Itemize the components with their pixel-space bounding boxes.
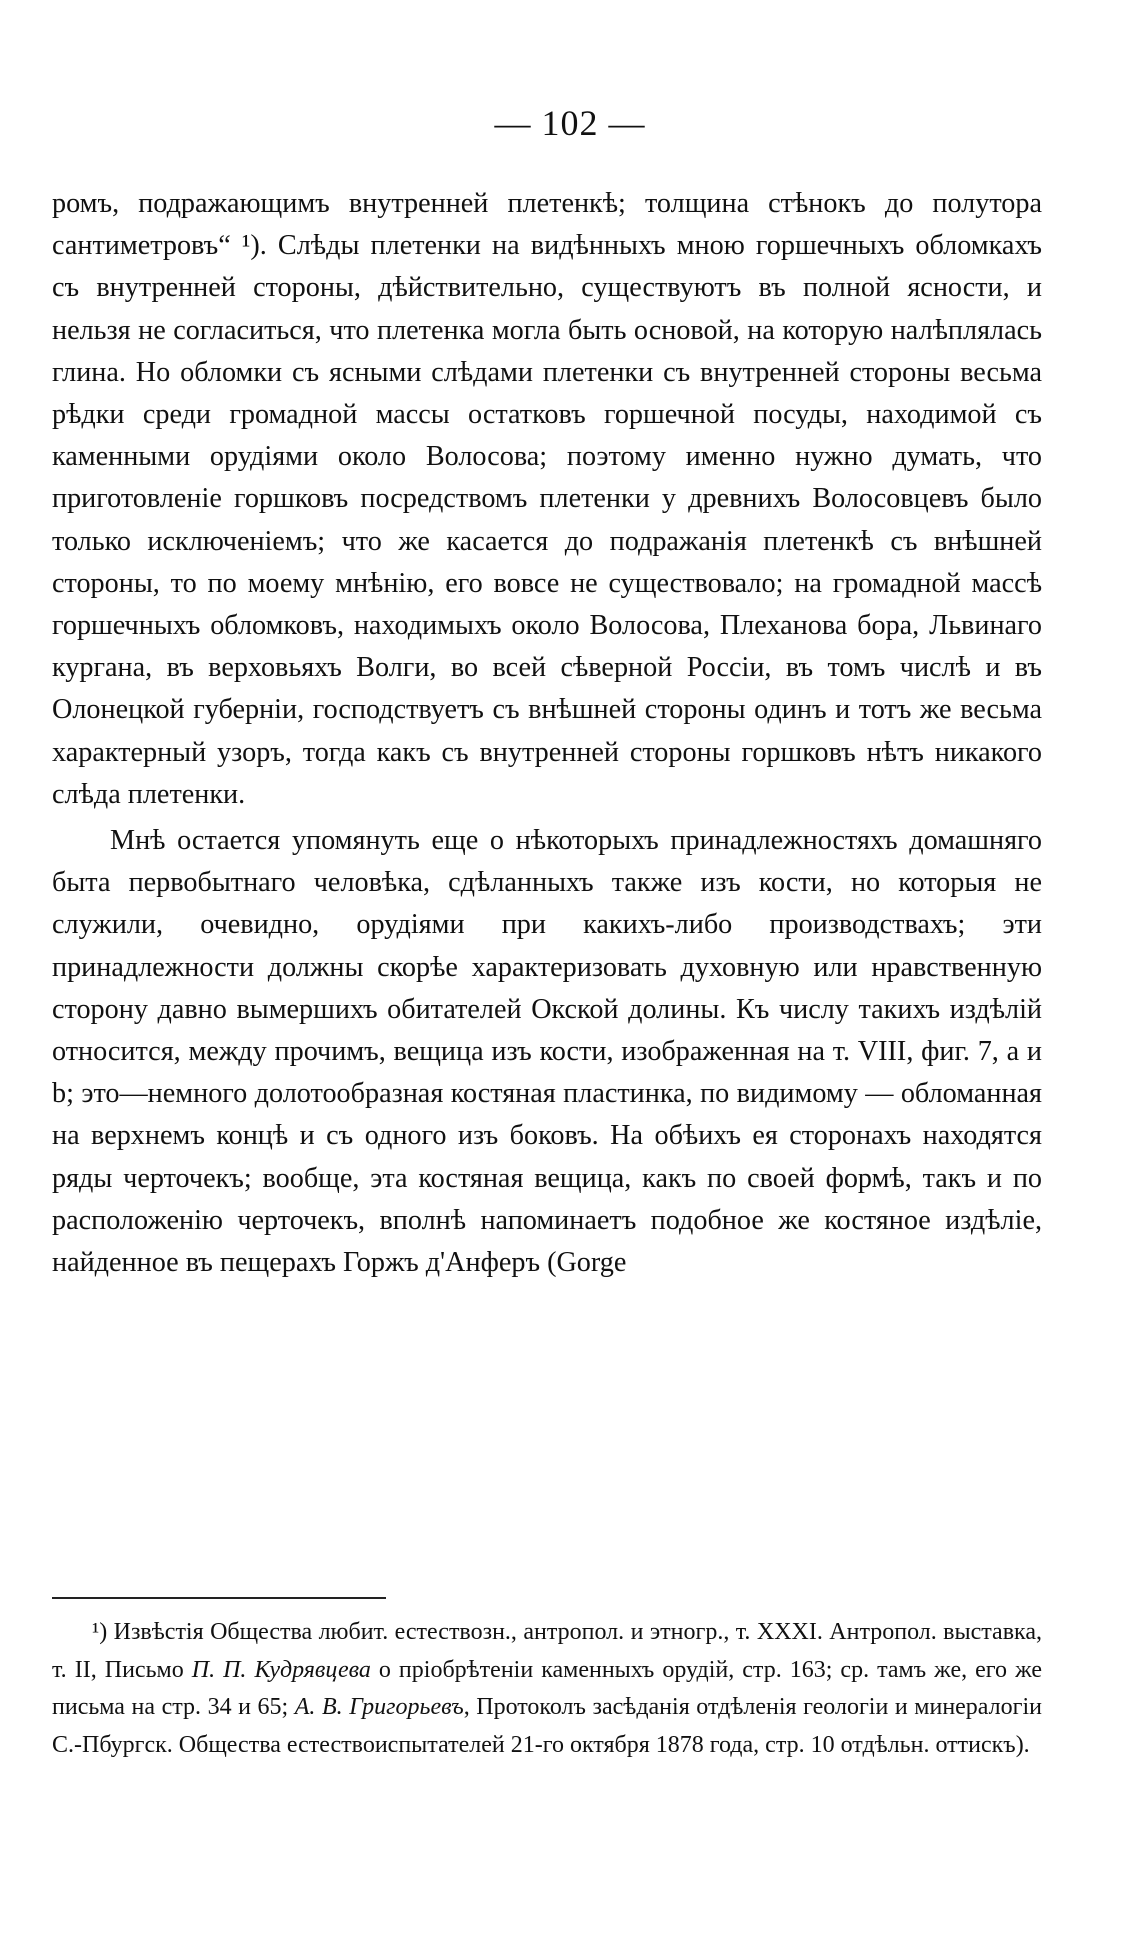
page-number: — 102 —: [494, 103, 646, 143]
footnote-author-grigoriev: А. В. Григорьевъ: [294, 1694, 464, 1720]
footnote-text-part-1: Извѣстія Общества любит. естествозн., антропол. и этногр., т. XXXI. Антропол. выставка, т. II, Письмо: [52, 1619, 1042, 1683]
main-text: [52, 183, 1042, 1284]
paragraph-continuation: ромъ, подражающимъ внутренней плетенкѣ; толщина стѣнокъ до полутора сантиметровъ“ ¹). Слѣды плетенки на видѣнныхъ мною горшечныхъ обломкахъ съ внутренней стороны, дѣйствительно, существуютъ въ полной ясности, и нельзя не согласиться, что плетенка могла быть основой, на которую налѣплялась глина. Но обломки съ ясными слѣдами плетенки съ внутренней стороны весьма рѣдки среди громадной массы остатковъ горшечной посуды, находимой съ каменными орудіями около Волосова; поэтому именно нужно думать, что приготовленіе горшковъ посредствомъ плетенки у древнихъ Волосовцевъ было только исключеніемъ; что же касается до подражанія плетенкѣ съ внѣшней стороны, то по моему мнѣнію, его вовсе не существовало; на громадной массѣ горшечныхъ обломковъ, находимыхъ около Волосова, Плеханова бора, Львинаго кургана, въ верховьяхъ Волги, во всей сѣверной Россіи, въ томъ числѣ и въ Олонецкой губерніи, господствуетъ съ внѣшней стороны одинъ и тотъ же весьма характерный узоръ, тогда какъ съ внутренней стороны горшковъ нѣтъ никакого слѣда плетенки.: [52, 188, 1042, 810]
footnote: [52, 1614, 1042, 1764]
paragraph-bone-artifacts: Мнѣ остается упомянуть еще о нѣкоторыхъ принадлежностяхъ домашняго быта первобытнаго человѣка, сдѣланныхъ также изъ кости, но которыя не служили, очевидно, орудіями при какихъ-либо производствахъ; эти принадлежности должны скорѣе характеризовать духовную или нравственную сторону давно вымершихъ обитателей Окской долины. Къ числу такихъ издѣлій относится, между прочимъ, вещица изъ кости, изображенная на т. VIII, фиг. 7, a и b; это—немного долотообразная костяная пластинка, по видимому — обломанная на верхнемъ концѣ и съ одного изъ боковъ. На обѣихъ ея сторонахъ находятся ряды черточекъ; вообще, эта костяная вещица, какъ по своей формѣ, такъ и по расположенію черточекъ, вполнѣ напоминаетъ подобное же костяное издѣліе, найденное въ пещерахъ Горжъ д'Анферъ (Gorge: [52, 825, 1042, 1279]
footnote-divider: [52, 1597, 386, 1599]
footnote-author-kudryavtsev: П. П. Кудрявцева: [191, 1656, 371, 1683]
footnote-text-part-3: , Протоколъ засѣданія отдѣленія геологіи и минералогіи С.-Пбургск. Общества естествоиспытателей 21-го октября 1878 года, стр. 10 отдѣльн. оттискъ).: [52, 1694, 1043, 1758]
footnote-marker: ¹): [92, 1619, 108, 1645]
footnote-text-part-2: о пріобрѣтеніи каменныхъ орудій, стр. 163; ср. тамъ же, его же письма на стр. 34 и 65;: [52, 1656, 1042, 1720]
